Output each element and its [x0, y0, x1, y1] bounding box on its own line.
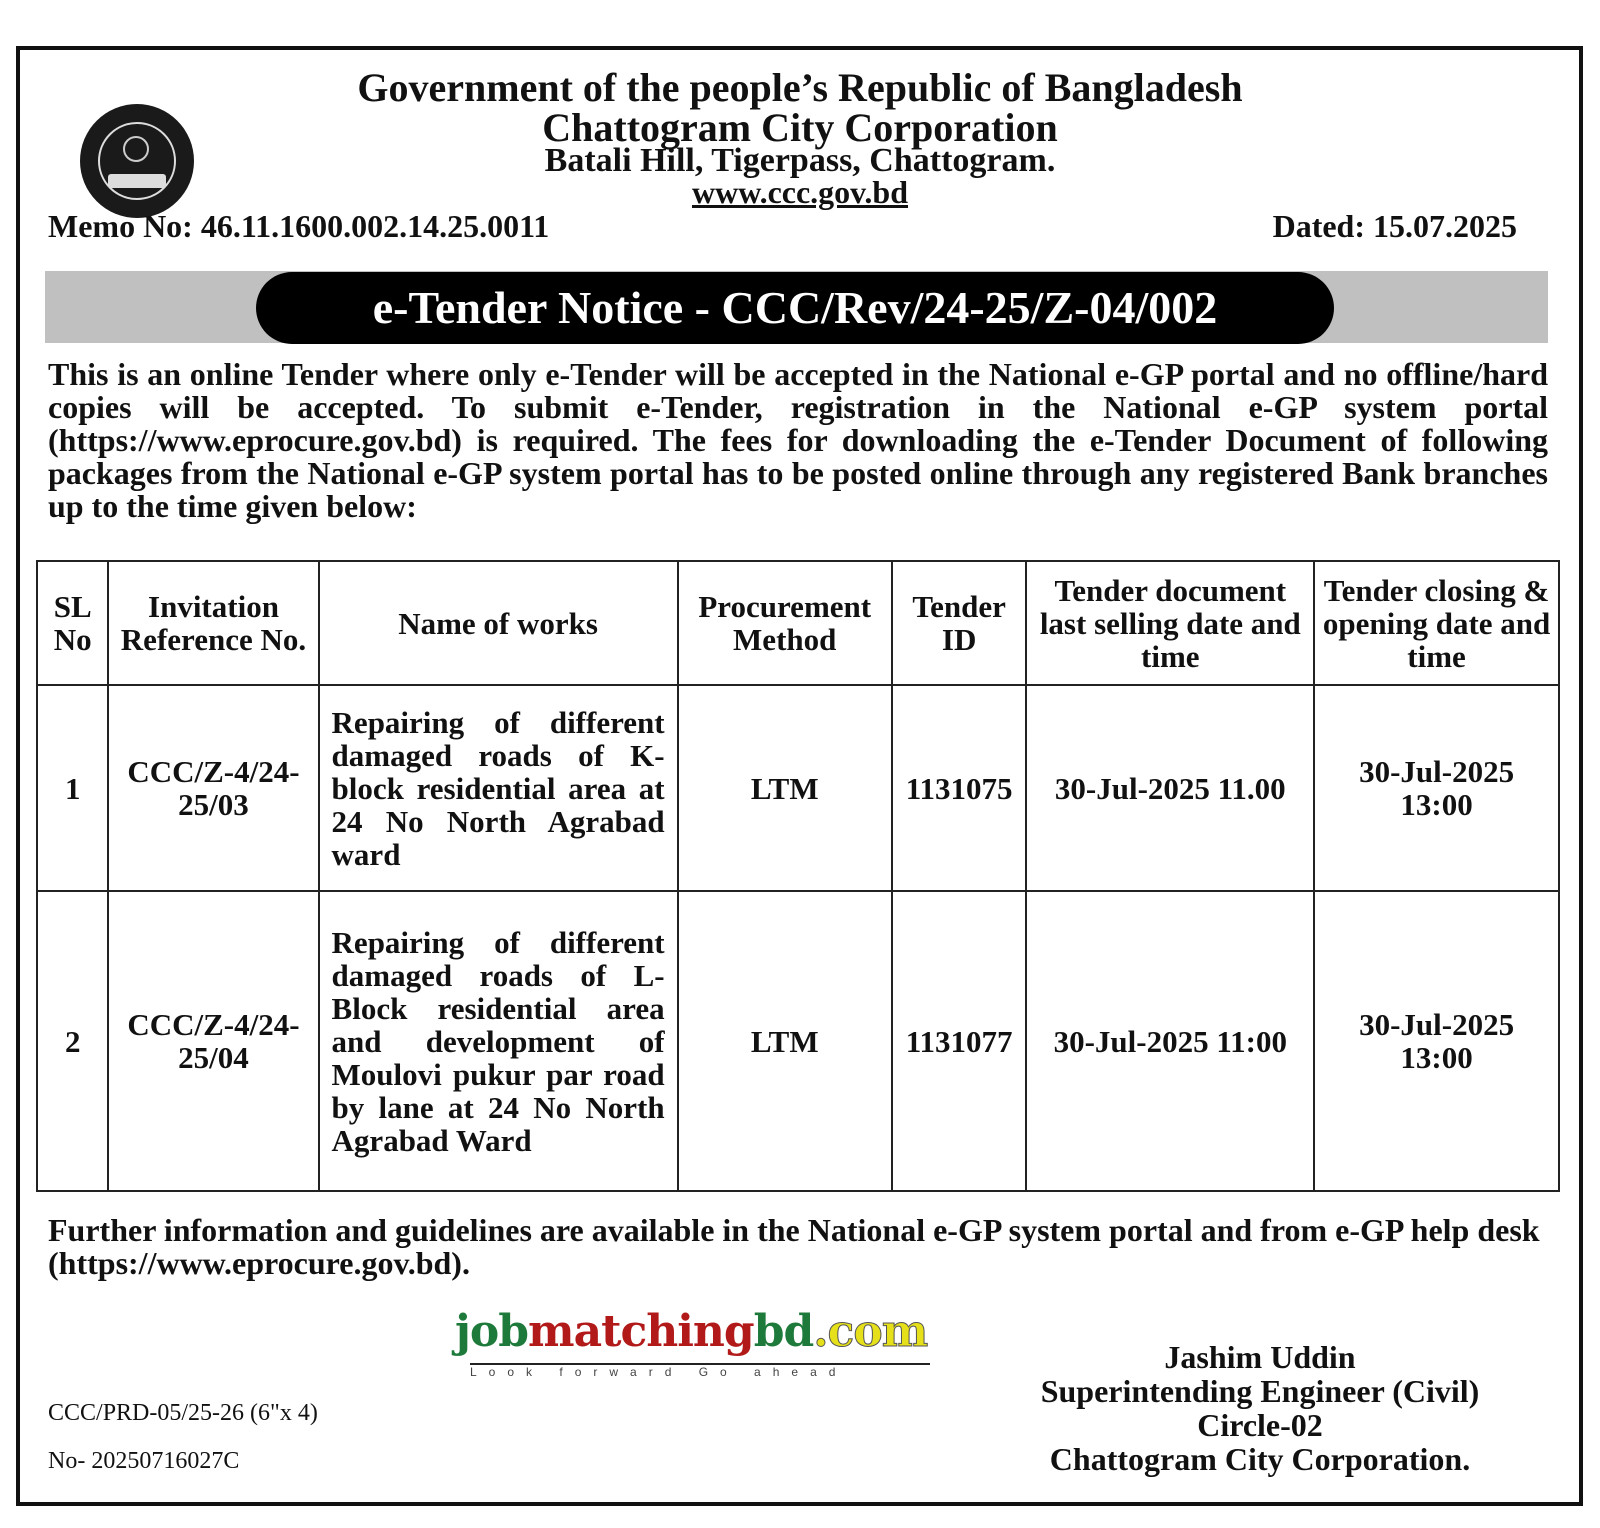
signatory-title: Superintending Engineer (Civil) [1040, 1373, 1480, 1409]
watermark-part: matching [528, 1306, 754, 1357]
table-header-row [37, 561, 1559, 685]
header-works: Name of works [319, 561, 678, 685]
cell-works: Repairing of different damaged roads of L-Block residential area and development of Moulovi pukur par road by lane at 24 No North Agrabad Ward [319, 891, 678, 1191]
header-selling: Tender document last selling date and time [1026, 561, 1314, 685]
notice-title: e-Tender Notice - CCC/Rev/24-25/Z-04/002 [256, 272, 1334, 344]
signatory-name: Jashim Uddin [1164, 1339, 1356, 1375]
table-row [37, 891, 1559, 1191]
further-info: Further information and guidelines are available in the National e-GP system portal and from e-GP help desk (https://www.eprocure.gov.bd). [48, 1212, 1540, 1281]
memo-number: Memo No: 46.11.1600.002.14.25.0011 [48, 208, 550, 244]
cell-closing: 30-Jul-2025 13:00 [1314, 891, 1559, 1191]
date: Dated: 15.07.2025 [1272, 208, 1517, 244]
header-sl: SL No [37, 561, 108, 685]
cell-ref: CCC/Z-4/24-25/03 [108, 685, 318, 891]
ccc-seal-icon [80, 104, 194, 218]
watermark-tagline: Look forward Go ahead [470, 1363, 930, 1379]
watermark-part: .com [813, 1306, 928, 1357]
signatory-circle: Circle-02 [1197, 1407, 1323, 1443]
website-link[interactable]: www.ccc.gov.bd [692, 174, 908, 210]
cell-closing: 30-Jul-2025 13:00 [1314, 685, 1559, 891]
cell-id: 1131075 [892, 685, 1027, 891]
footer-ref: CCC/PRD-05/25-26 (6"x 4) [48, 1400, 318, 1426]
watermark-logo [455, 1306, 927, 1357]
header-id: Tender ID [892, 561, 1027, 685]
cell-selling: 30-Jul-2025 11:00 [1026, 891, 1314, 1191]
table-row [37, 685, 1559, 891]
tender-table [36, 560, 1560, 1192]
cell-method: LTM [678, 891, 892, 1191]
cell-id: 1131077 [892, 891, 1027, 1191]
header-closing: Tender closing & opening date and time [1314, 561, 1559, 685]
cell-sl: 2 [37, 891, 108, 1191]
watermark-part: job [455, 1306, 529, 1357]
intro-paragraph: This is an online Tender where only e-Tender will be accepted in the National e-GP portal and no offline/hard copies will be accepted. To submit e-Tender, registration in the National e-GP system portal (https://www.eprocure.gov.bd) is required. The fees for downloading the e-Tender Document of following packages from the National e-GP system portal has to be posted online through any registered Bank branches up to the time given below: [48, 356, 1548, 524]
cell-sl: 1 [37, 685, 108, 891]
watermark-part: bd [753, 1306, 814, 1357]
cell-selling: 30-Jul-2025 11.00 [1026, 685, 1314, 891]
footer-no: No- 20250716027C [48, 1448, 240, 1474]
org-address: Batali Hill, Tigerpass, Chattogram. [544, 142, 1056, 179]
cell-works: Repairing of different damaged roads of K-block residential area at 24 No North Agrabad ward [319, 685, 678, 891]
signatory-org: Chattogram City Corporation. [1049, 1441, 1471, 1477]
org-name: Chattogram City Corporation [542, 105, 1058, 150]
header-ref: Invitation Reference No. [108, 561, 318, 685]
cell-ref: CCC/Z-4/24-25/04 [108, 891, 318, 1191]
govt-title: Government of the people’s Republic of Bangladesh [357, 65, 1243, 110]
header-method: Procurement Method [678, 561, 892, 685]
cell-method: LTM [678, 685, 892, 891]
signature-block [980, 1340, 1540, 1476]
